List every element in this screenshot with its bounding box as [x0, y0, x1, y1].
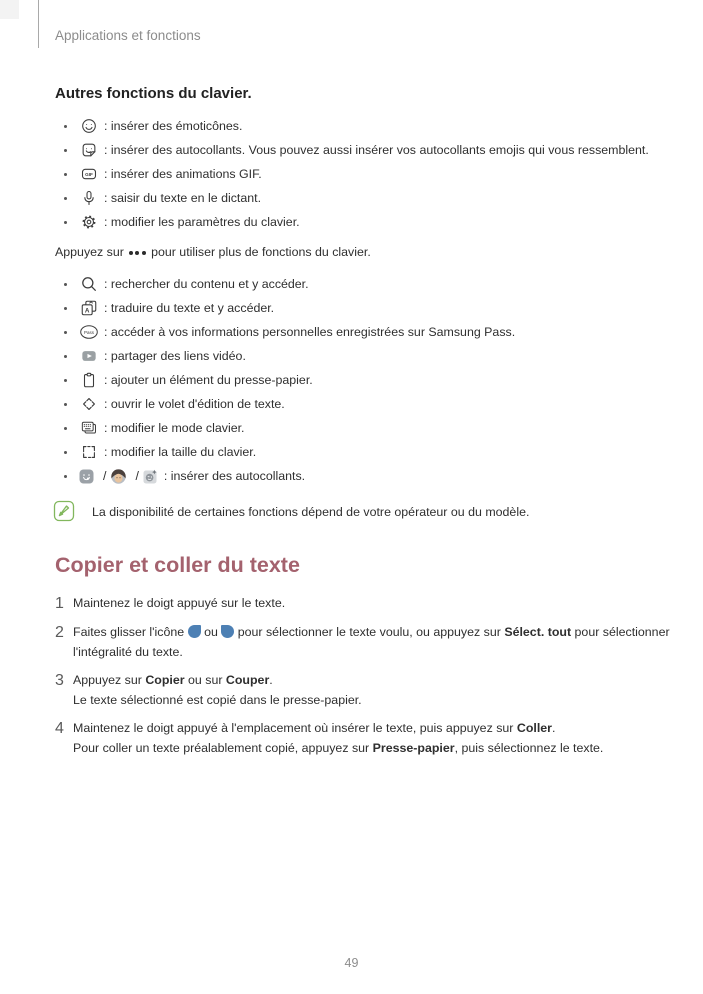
video-link-icon [78, 346, 99, 367]
bullet-dot [64, 173, 67, 176]
step-subtext: Pour coller un texte préalablement copié, appuyez sur [73, 740, 373, 755]
step-number: 4 [55, 720, 64, 737]
keyboard-functions-list [55, 114, 683, 234]
list-item-text: : modifier les paramètres du clavier. [104, 215, 300, 229]
button-label-cut: Couper [225, 673, 270, 687]
list-item-text: : accéder à vos informations personnelles enregistrées sur Samsung Pass. [104, 325, 516, 339]
step-text: Faites glisser l'icône [73, 625, 188, 639]
bullet-dot [64, 427, 67, 430]
emoji-plus-icon [143, 466, 159, 487]
emoticon-icon [78, 116, 99, 137]
button-label-select-all: Sélect. tout [504, 625, 572, 639]
step-2 [55, 623, 683, 662]
step-text: pour sélectionner le texte voulu, ou appuyez sur [234, 625, 505, 639]
separator: / [103, 469, 107, 483]
step-4 [55, 719, 683, 758]
button-label-copy: Copier [145, 673, 185, 687]
list-item [55, 392, 683, 416]
list-item-text: : partager des liens vidéo. [104, 349, 246, 363]
more-functions-list [55, 272, 683, 488]
button-label-paste: Coller [516, 721, 552, 735]
list-item [55, 368, 683, 392]
selection-handle-start-icon [188, 625, 201, 638]
intro-text-pre: Appuyez sur [55, 245, 124, 259]
chapter-header: Applications et fonctions [55, 28, 201, 43]
list-item-text: : traduire du texte et y accéder. [104, 301, 275, 315]
note-callout [55, 500, 683, 522]
list-item-text: : saisir du texte en le dictant. [104, 191, 262, 205]
page-number: 49 [344, 956, 359, 970]
search-icon [78, 274, 99, 295]
button-label-clipboard: Presse-papier [372, 740, 455, 755]
svg-text:Pass: Pass [83, 329, 94, 335]
list-item [55, 440, 683, 464]
step-text: ou [200, 625, 222, 639]
step-number: 2 [55, 624, 64, 641]
list-item [55, 344, 683, 368]
bullet-dot [64, 149, 67, 152]
settings-gear-icon [78, 212, 99, 233]
bullet-dot [64, 197, 67, 200]
bullet-dot [64, 355, 67, 358]
list-item [55, 138, 683, 162]
list-item [55, 162, 683, 186]
step-3 [55, 671, 683, 710]
step-text: . [269, 673, 273, 687]
list-item-text: : modifier la taille du clavier. [104, 445, 257, 459]
step-number: 3 [55, 672, 64, 689]
list-item-text: : rechercher du contenu et y accéder. [104, 277, 309, 291]
bullet-dot [64, 379, 67, 382]
separator: / [135, 469, 139, 483]
bullet-dot [64, 307, 67, 310]
intro-text-post: pour utiliser plus de fonctions du clavier. [151, 245, 371, 259]
list-item [55, 114, 683, 138]
translate-icon [78, 298, 99, 319]
step-text: ou sur [184, 673, 226, 687]
ar-emoji-icon [110, 466, 126, 487]
list-item [55, 296, 683, 320]
step-number: 1 [55, 595, 64, 612]
more-options-icon [129, 251, 146, 255]
list-item-text: : ouvrir le volet d'édition de texte. [104, 397, 285, 411]
more-functions-intro [55, 244, 683, 261]
list-item-text: : insérer des émoticônes. [104, 119, 243, 133]
list-item-text: : ajouter un élément du presse-papier. [104, 373, 313, 387]
step-text: Maintenez le doigt appuyé sur le texte. [73, 596, 286, 610]
note-text: La disponibilité de certaines fonctions dépend de votre opérateur ou du modèle. [92, 505, 530, 519]
step-subtext: Le texte sélectionné est copié dans le presse-papier. [73, 692, 362, 707]
list-item-text: : insérer des animations GIF. [104, 167, 262, 181]
bullet-dot [64, 221, 67, 224]
clipboard-icon [78, 370, 99, 391]
gif-icon [78, 164, 99, 185]
step-1 [55, 594, 683, 614]
sticker-gray-icon [78, 466, 94, 487]
list-item [55, 320, 683, 344]
list-item [55, 464, 683, 488]
svg-text:A: A [84, 307, 89, 315]
bullet-dot [64, 331, 67, 334]
sticker-icon [78, 140, 99, 161]
bullet-dot [64, 283, 67, 286]
text-edit-pan-icon [78, 394, 99, 415]
step-text: pour sélectionner l'intégralité du texte. [73, 625, 670, 659]
mic-icon [78, 188, 99, 209]
list-item-text: : insérer des autocollants. [163, 469, 306, 483]
bullet-dot [64, 125, 67, 128]
keyboard-mode-icon [78, 418, 99, 439]
list-item [55, 416, 683, 440]
svg-text:GIF: GIF [84, 172, 93, 178]
bullet-dot [64, 451, 67, 454]
bullet-dot [64, 403, 67, 406]
list-item-text: : modifier le mode clavier. [104, 421, 245, 435]
step-text: Appuyez sur [73, 673, 146, 687]
keyboard-size-icon [78, 442, 99, 463]
samsung-pass-icon [78, 322, 99, 343]
list-item [55, 272, 683, 296]
bullet-dot [64, 475, 67, 478]
step-text: . [552, 721, 556, 735]
selection-handle-end-icon [221, 625, 234, 638]
step-subtext: , puis sélectionnez le texte. [454, 740, 604, 755]
list-item [55, 186, 683, 210]
step-text: Maintenez le doigt appuyé à l'emplacement où insérer le texte, puis appuyez sur [73, 721, 517, 735]
keyboard-functions-heading: Autres fonctions du clavier. [55, 85, 252, 102]
list-item-text: : insérer des autocollants. Vous pouvez aussi insérer vos autocollants emojis qui vous ressemblent. [104, 143, 649, 157]
copy-paste-steps [55, 594, 683, 758]
note-pen-icon [53, 500, 75, 522]
copy-paste-heading: Copier et coller du texte [55, 553, 300, 577]
list-item [55, 210, 683, 234]
